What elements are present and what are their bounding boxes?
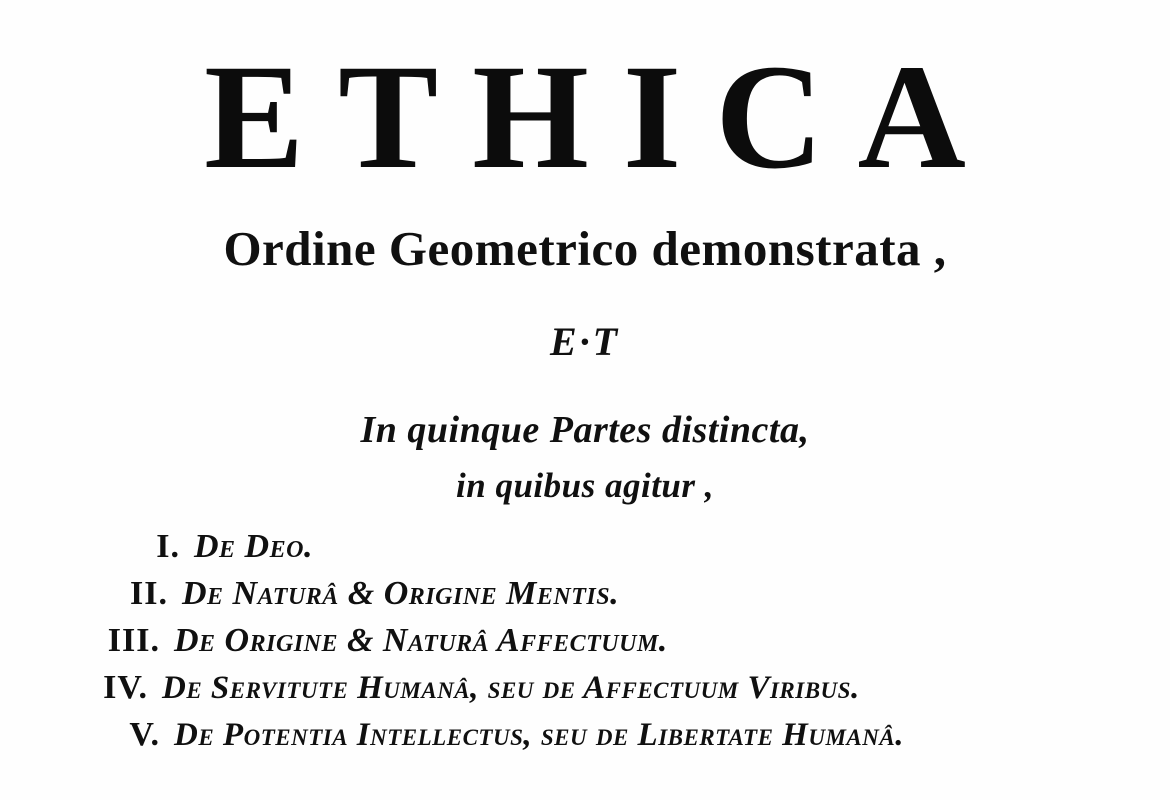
list-item-numeral: V.: [129, 716, 160, 753]
script-line-agitur: in quibus agitur ,: [456, 466, 714, 505]
list-item-label: De Origine & Naturâ Affectuum.: [174, 622, 668, 659]
connector-et: E·T: [549, 319, 621, 364]
list-item-numeral: I.: [156, 528, 180, 565]
list-item: [0, 716, 1170, 763]
list-item: [0, 622, 1170, 669]
contents-list: [0, 528, 1170, 763]
list-item-numeral: IV.: [103, 669, 148, 706]
page-title: ETHICA: [204, 34, 1000, 200]
script-line-parts: In quinque Partes distincta,: [360, 409, 810, 451]
list-item: [0, 528, 1170, 575]
list-item-label: De Deo.: [194, 528, 313, 565]
list-item-numeral: III.: [107, 622, 160, 659]
list-item-label: De Servitute Humanâ, seu de Affectuum Viribus.: [162, 670, 860, 706]
subtitle: Ordine Geometrico demonstrata ,: [223, 221, 947, 276]
list-item-label: De Potentia Intellectus, seu de Libertate Humanâ.: [174, 717, 904, 753]
list-item-label: De Naturâ & Origine Mentis.: [182, 575, 620, 612]
list-item: [0, 669, 1170, 716]
list-item: [0, 575, 1170, 622]
list-item-numeral: II.: [130, 575, 168, 612]
